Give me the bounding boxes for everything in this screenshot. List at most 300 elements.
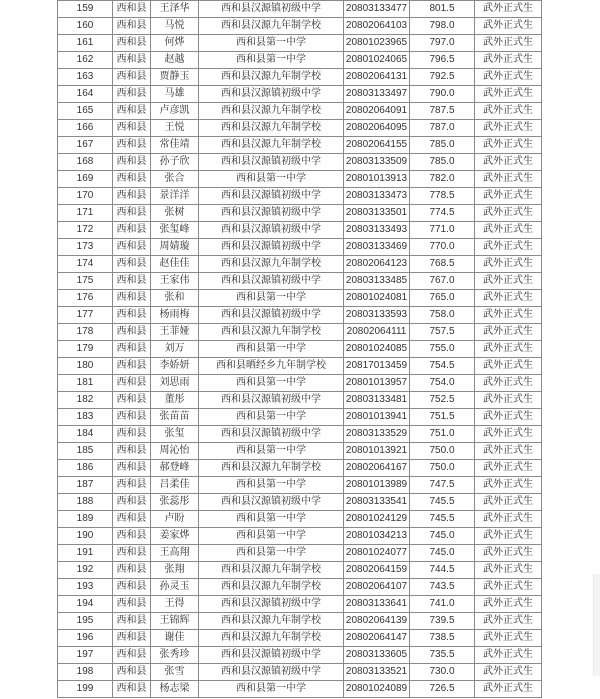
- school-cell: 西和县汉源镇初级中学: [199, 86, 344, 103]
- admission-type-cell: 武外正式生: [475, 528, 542, 545]
- row-number: 187: [58, 477, 113, 494]
- county-cell: 西和县: [113, 681, 151, 698]
- county-cell: 西和县: [113, 579, 151, 596]
- score-cell: 745.0: [410, 528, 475, 545]
- admission-type-cell: 武外正式生: [475, 137, 542, 154]
- student-name-cell: 卢彦凯: [151, 103, 199, 120]
- score-cell: 745.5: [410, 494, 475, 511]
- admission-type-cell: 武外正式生: [475, 52, 542, 69]
- student-name-cell: 马雄: [151, 86, 199, 103]
- county-cell: 西和县: [113, 273, 151, 290]
- student-name-cell: 周沁怡: [151, 443, 199, 460]
- score-cell: 787.0: [410, 120, 475, 137]
- school-cell: 西和县第一中学: [199, 409, 344, 426]
- student-name-cell: 王泽华: [151, 1, 199, 18]
- admission-type-cell: 武外正式生: [475, 324, 542, 341]
- table-row: [58, 222, 542, 239]
- county-cell: 西和县: [113, 528, 151, 545]
- table-row: [58, 137, 542, 154]
- row-number: 179: [58, 341, 113, 358]
- admission-type-cell: 武外正式生: [475, 18, 542, 35]
- exam-id-cell: 20803133481: [344, 392, 410, 409]
- exam-id-cell: 20803133521: [344, 664, 410, 681]
- school-cell: 西和县汉源九年制学校: [199, 324, 344, 341]
- school-cell: 西和县汉源镇初级中学: [199, 647, 344, 664]
- score-cell: 787.5: [410, 103, 475, 120]
- school-cell: 西和县汉源镇初级中学: [199, 205, 344, 222]
- table-row: [58, 205, 542, 222]
- student-name-cell: 王锦辉: [151, 613, 199, 630]
- row-number: 160: [58, 18, 113, 35]
- score-cell: 757.5: [410, 324, 475, 341]
- score-cell: 726.5: [410, 681, 475, 698]
- student-name-cell: 张苗苗: [151, 409, 199, 426]
- row-number: 197: [58, 647, 113, 664]
- admission-type-cell: 武外正式生: [475, 681, 542, 698]
- exam-id-cell: 20803133485: [344, 273, 410, 290]
- student-name-cell: 贾静玉: [151, 69, 199, 86]
- student-name-cell: 景洋洋: [151, 188, 199, 205]
- admission-type-cell: 武外正式生: [475, 562, 542, 579]
- table-row: [58, 188, 542, 205]
- row-number: 178: [58, 324, 113, 341]
- table-row: [58, 460, 542, 477]
- table-row: [58, 681, 542, 698]
- score-cell: 801.5: [410, 1, 475, 18]
- row-number: 159: [58, 1, 113, 18]
- row-number: 161: [58, 35, 113, 52]
- exam-id-cell: 20801034213: [344, 528, 410, 545]
- table-row: [58, 358, 542, 375]
- row-number: 199: [58, 681, 113, 698]
- exam-id-cell: 20803133529: [344, 426, 410, 443]
- county-cell: 西和县: [113, 324, 151, 341]
- student-name-cell: 孙灵玉: [151, 579, 199, 596]
- score-cell: 739.5: [410, 613, 475, 630]
- school-cell: 西和县第一中学: [199, 681, 344, 698]
- score-cell: 798.0: [410, 18, 475, 35]
- admission-type-cell: 武外正式生: [475, 154, 542, 171]
- school-cell: 西和县汉源九年制学校: [199, 137, 344, 154]
- student-name-cell: 姜家烨: [151, 528, 199, 545]
- table-row: [58, 443, 542, 460]
- student-name-cell: 吕柔佳: [151, 477, 199, 494]
- row-number: 162: [58, 52, 113, 69]
- admission-type-cell: 武外正式生: [475, 205, 542, 222]
- admission-table-container: [57, 0, 542, 698]
- school-cell: 西和县第一中学: [199, 375, 344, 392]
- table-row: [58, 426, 542, 443]
- exam-id-cell: 20801013921: [344, 443, 410, 460]
- score-cell: 796.5: [410, 52, 475, 69]
- student-name-cell: 赵佳佳: [151, 256, 199, 273]
- score-cell: 755.0: [410, 341, 475, 358]
- table-row: [58, 35, 542, 52]
- row-number: 194: [58, 596, 113, 613]
- admission-type-cell: 武外正式生: [475, 188, 542, 205]
- student-name-cell: 张秀珍: [151, 647, 199, 664]
- row-number: 186: [58, 460, 113, 477]
- row-number: 198: [58, 664, 113, 681]
- student-name-cell: 王高翔: [151, 545, 199, 562]
- score-cell: 747.5: [410, 477, 475, 494]
- admission-type-cell: 武外正式生: [475, 120, 542, 137]
- school-cell: 西和县汉源镇初级中学: [199, 494, 344, 511]
- admission-type-cell: 武外正式生: [475, 613, 542, 630]
- student-name-cell: 刘思雨: [151, 375, 199, 392]
- table-row: [58, 69, 542, 86]
- student-name-cell: 周婧璇: [151, 239, 199, 256]
- school-cell: 西和县汉源镇初级中学: [199, 1, 344, 18]
- exam-id-cell: 20803133641: [344, 596, 410, 613]
- table-row: [58, 477, 542, 494]
- score-cell: 745.5: [410, 511, 475, 528]
- score-cell: 768.5: [410, 256, 475, 273]
- county-cell: 西和县: [113, 613, 151, 630]
- table-row: [58, 664, 542, 681]
- student-name-cell: 王悦: [151, 120, 199, 137]
- county-cell: 西和县: [113, 137, 151, 154]
- table-row: [58, 613, 542, 630]
- exam-id-cell: 20801023965: [344, 35, 410, 52]
- school-cell: 西和县第一中学: [199, 545, 344, 562]
- admission-table: [57, 0, 542, 698]
- student-name-cell: 张翔: [151, 562, 199, 579]
- row-number: 188: [58, 494, 113, 511]
- score-cell: 778.5: [410, 188, 475, 205]
- school-cell: 西和县第一中学: [199, 52, 344, 69]
- table-row: [58, 341, 542, 358]
- county-cell: 西和县: [113, 120, 151, 137]
- admission-type-cell: 武外正式生: [475, 35, 542, 52]
- row-number: 195: [58, 613, 113, 630]
- score-cell: 782.0: [410, 171, 475, 188]
- exam-id-cell: 20803133473: [344, 188, 410, 205]
- row-number: 191: [58, 545, 113, 562]
- score-cell: 751.0: [410, 426, 475, 443]
- exam-id-cell: 20801024085: [344, 341, 410, 358]
- student-name-cell: 王得: [151, 596, 199, 613]
- admission-type-cell: 武外正式生: [475, 1, 542, 18]
- county-cell: 西和县: [113, 460, 151, 477]
- row-number: 169: [58, 171, 113, 188]
- exam-id-cell: 20801024089: [344, 681, 410, 698]
- exam-id-cell: 20802064139: [344, 613, 410, 630]
- county-cell: 西和县: [113, 562, 151, 579]
- score-cell: 785.0: [410, 154, 475, 171]
- score-cell: 738.5: [410, 630, 475, 647]
- score-cell: 797.0: [410, 35, 475, 52]
- school-cell: 西和县晒经乡九年制学校: [199, 358, 344, 375]
- exam-id-cell: 20802064095: [344, 120, 410, 137]
- school-cell: 西和县汉源镇初级中学: [199, 239, 344, 256]
- admission-type-cell: 武外正式生: [475, 375, 542, 392]
- row-number: 192: [58, 562, 113, 579]
- student-name-cell: 杨雨梅: [151, 307, 199, 324]
- admission-type-cell: 武外正式生: [475, 222, 542, 239]
- school-cell: 西和县汉源镇初级中学: [199, 188, 344, 205]
- score-cell: 770.0: [410, 239, 475, 256]
- student-name-cell: 常佳靖: [151, 137, 199, 154]
- exam-id-cell: 20802064131: [344, 69, 410, 86]
- row-number: 184: [58, 426, 113, 443]
- score-cell: 744.5: [410, 562, 475, 579]
- table-row: [58, 511, 542, 528]
- table-row: [58, 171, 542, 188]
- county-cell: 西和县: [113, 256, 151, 273]
- score-cell: 743.5: [410, 579, 475, 596]
- admission-type-cell: 武外正式生: [475, 647, 542, 664]
- row-number: 177: [58, 307, 113, 324]
- score-cell: 730.0: [410, 664, 475, 681]
- admission-type-cell: 武外正式生: [475, 511, 542, 528]
- row-number: 167: [58, 137, 113, 154]
- county-cell: 西和县: [113, 290, 151, 307]
- table-row: [58, 256, 542, 273]
- row-number: 189: [58, 511, 113, 528]
- student-name-cell: 董彤: [151, 392, 199, 409]
- county-cell: 西和县: [113, 545, 151, 562]
- student-name-cell: 张蕊彤: [151, 494, 199, 511]
- county-cell: 西和县: [113, 392, 151, 409]
- score-cell: 765.0: [410, 290, 475, 307]
- school-cell: 西和县汉源九年制学校: [199, 256, 344, 273]
- admission-type-cell: 武外正式生: [475, 596, 542, 613]
- exam-id-cell: 20802064147: [344, 630, 410, 647]
- exam-id-cell: 20803133501: [344, 205, 410, 222]
- exam-id-cell: 20803133469: [344, 239, 410, 256]
- row-number: 182: [58, 392, 113, 409]
- exam-id-cell: 20802064103: [344, 18, 410, 35]
- admission-type-cell: 武外正式生: [475, 409, 542, 426]
- table-row: [58, 596, 542, 613]
- admission-type-cell: 武外正式生: [475, 358, 542, 375]
- row-number: 174: [58, 256, 113, 273]
- school-cell: 西和县第一中学: [199, 443, 344, 460]
- county-cell: 西和县: [113, 630, 151, 647]
- school-cell: 西和县汉源镇初级中学: [199, 664, 344, 681]
- exam-id-cell: 20802064155: [344, 137, 410, 154]
- table-row: [58, 86, 542, 103]
- county-cell: 西和县: [113, 426, 151, 443]
- county-cell: 西和县: [113, 86, 151, 103]
- score-cell: 771.0: [410, 222, 475, 239]
- exam-id-cell: 20817013459: [344, 358, 410, 375]
- admission-type-cell: 武外正式生: [475, 664, 542, 681]
- school-cell: 西和县汉源九年制学校: [199, 120, 344, 137]
- table-row: [58, 1, 542, 18]
- admission-type-cell: 武外正式生: [475, 443, 542, 460]
- row-number: 176: [58, 290, 113, 307]
- county-cell: 西和县: [113, 443, 151, 460]
- exam-id-cell: 20801024077: [344, 545, 410, 562]
- student-name-cell: 张玺峰: [151, 222, 199, 239]
- school-cell: 西和县汉源镇初级中学: [199, 273, 344, 290]
- student-name-cell: 李娇妍: [151, 358, 199, 375]
- score-cell: 741.0: [410, 596, 475, 613]
- table-row: [58, 562, 542, 579]
- table-row: [58, 52, 542, 69]
- county-cell: 西和县: [113, 358, 151, 375]
- row-number: 168: [58, 154, 113, 171]
- table-row: [58, 103, 542, 120]
- county-cell: 西和县: [113, 596, 151, 613]
- county-cell: 西和县: [113, 205, 151, 222]
- school-cell: 西和县第一中学: [199, 528, 344, 545]
- school-cell: 西和县汉源九年制学校: [199, 579, 344, 596]
- score-cell: 735.5: [410, 647, 475, 664]
- school-cell: 西和县第一中学: [199, 341, 344, 358]
- county-cell: 西和县: [113, 103, 151, 120]
- school-cell: 西和县第一中学: [199, 511, 344, 528]
- admission-type-cell: 武外正式生: [475, 171, 542, 188]
- admission-type-cell: 武外正式生: [475, 69, 542, 86]
- student-name-cell: 王家伟: [151, 273, 199, 290]
- county-cell: 西和县: [113, 188, 151, 205]
- county-cell: 西和县: [113, 154, 151, 171]
- school-cell: 西和县汉源九年制学校: [199, 613, 344, 630]
- admission-type-cell: 武外正式生: [475, 579, 542, 596]
- school-cell: 西和县第一中学: [199, 35, 344, 52]
- school-cell: 西和县汉源九年制学校: [199, 103, 344, 120]
- exam-id-cell: 20801024065: [344, 52, 410, 69]
- exam-id-cell: 20801013989: [344, 477, 410, 494]
- floating-panel-edge: [593, 574, 600, 676]
- table-row: [58, 579, 542, 596]
- exam-id-cell: 20801013957: [344, 375, 410, 392]
- admission-type-cell: 武外正式生: [475, 477, 542, 494]
- row-number: 181: [58, 375, 113, 392]
- table-row: [58, 120, 542, 137]
- exam-id-cell: 20802064111: [344, 324, 410, 341]
- exam-id-cell: 20803133593: [344, 307, 410, 324]
- school-cell: 西和县第一中学: [199, 290, 344, 307]
- row-number: 171: [58, 205, 113, 222]
- school-cell: 西和县汉源九年制学校: [199, 630, 344, 647]
- county-cell: 西和县: [113, 239, 151, 256]
- table-row: [58, 273, 542, 290]
- school-cell: 西和县汉源镇初级中学: [199, 392, 344, 409]
- school-cell: 西和县汉源九年制学校: [199, 18, 344, 35]
- exam-id-cell: 20801013913: [344, 171, 410, 188]
- table-row: [58, 239, 542, 256]
- admission-type-cell: 武外正式生: [475, 392, 542, 409]
- row-number: 193: [58, 579, 113, 596]
- county-cell: 西和县: [113, 52, 151, 69]
- admission-type-cell: 武外正式生: [475, 290, 542, 307]
- score-cell: 754.0: [410, 375, 475, 392]
- student-name-cell: 郝登峰: [151, 460, 199, 477]
- table-row: [58, 18, 542, 35]
- school-cell: 西和县汉源九年制学校: [199, 69, 344, 86]
- score-cell: 767.0: [410, 273, 475, 290]
- row-number: 180: [58, 358, 113, 375]
- student-name-cell: 杨志梁: [151, 681, 199, 698]
- school-cell: 西和县汉源九年制学校: [199, 460, 344, 477]
- admission-type-cell: 武外正式生: [475, 460, 542, 477]
- county-cell: 西和县: [113, 341, 151, 358]
- row-number: 185: [58, 443, 113, 460]
- student-name-cell: 赵越: [151, 52, 199, 69]
- exam-id-cell: 20803133493: [344, 222, 410, 239]
- county-cell: 西和县: [113, 171, 151, 188]
- score-cell: 751.5: [410, 409, 475, 426]
- exam-id-cell: 20802064123: [344, 256, 410, 273]
- score-cell: 750.0: [410, 443, 475, 460]
- table-row: [58, 528, 542, 545]
- school-cell: 西和县汉源镇初级中学: [199, 596, 344, 613]
- county-cell: 西和县: [113, 69, 151, 86]
- student-name-cell: 张合: [151, 171, 199, 188]
- exam-id-cell: 20802064091: [344, 103, 410, 120]
- score-cell: 774.5: [410, 205, 475, 222]
- table-row: [58, 545, 542, 562]
- county-cell: 西和县: [113, 477, 151, 494]
- county-cell: 西和县: [113, 375, 151, 392]
- table-row: [58, 375, 542, 392]
- county-cell: 西和县: [113, 511, 151, 528]
- admission-type-cell: 武外正式生: [475, 273, 542, 290]
- county-cell: 西和县: [113, 1, 151, 18]
- admission-type-cell: 武外正式生: [475, 86, 542, 103]
- exam-id-cell: 20803133509: [344, 154, 410, 171]
- score-cell: 754.5: [410, 358, 475, 375]
- admission-type-cell: 武外正式生: [475, 630, 542, 647]
- table-row: [58, 307, 542, 324]
- score-cell: 745.0: [410, 545, 475, 562]
- school-cell: 西和县汉源镇初级中学: [199, 426, 344, 443]
- county-cell: 西和县: [113, 494, 151, 511]
- county-cell: 西和县: [113, 647, 151, 664]
- exam-id-cell: 20803133605: [344, 647, 410, 664]
- student-name-cell: 何烨: [151, 35, 199, 52]
- admission-type-cell: 武外正式生: [475, 426, 542, 443]
- exam-id-cell: 20801024081: [344, 290, 410, 307]
- admission-type-cell: 武外正式生: [475, 256, 542, 273]
- school-cell: 西和县汉源镇初级中学: [199, 307, 344, 324]
- table-row: [58, 324, 542, 341]
- row-number: 165: [58, 103, 113, 120]
- score-cell: 790.0: [410, 86, 475, 103]
- county-cell: 西和县: [113, 222, 151, 239]
- exam-id-cell: 20803133541: [344, 494, 410, 511]
- school-cell: 西和县第一中学: [199, 171, 344, 188]
- school-cell: 西和县汉源镇初级中学: [199, 154, 344, 171]
- row-number: 196: [58, 630, 113, 647]
- row-number: 175: [58, 273, 113, 290]
- county-cell: 西和县: [113, 307, 151, 324]
- exam-id-cell: 20801013941: [344, 409, 410, 426]
- table-row: [58, 290, 542, 307]
- exam-id-cell: 20802064107: [344, 579, 410, 596]
- student-name-cell: 张雪: [151, 664, 199, 681]
- row-number: 163: [58, 69, 113, 86]
- student-name-cell: 张树: [151, 205, 199, 222]
- admission-type-cell: 武外正式生: [475, 545, 542, 562]
- row-number: 170: [58, 188, 113, 205]
- table-row: [58, 409, 542, 426]
- student-name-cell: 刘万: [151, 341, 199, 358]
- score-cell: 758.0: [410, 307, 475, 324]
- admission-type-cell: 武外正式生: [475, 103, 542, 120]
- school-cell: 西和县汉源镇初级中学: [199, 222, 344, 239]
- table-row: [58, 494, 542, 511]
- county-cell: 西和县: [113, 409, 151, 426]
- admission-type-cell: 武外正式生: [475, 341, 542, 358]
- student-name-cell: 孙子欣: [151, 154, 199, 171]
- exam-id-cell: 20802064159: [344, 562, 410, 579]
- row-number: 172: [58, 222, 113, 239]
